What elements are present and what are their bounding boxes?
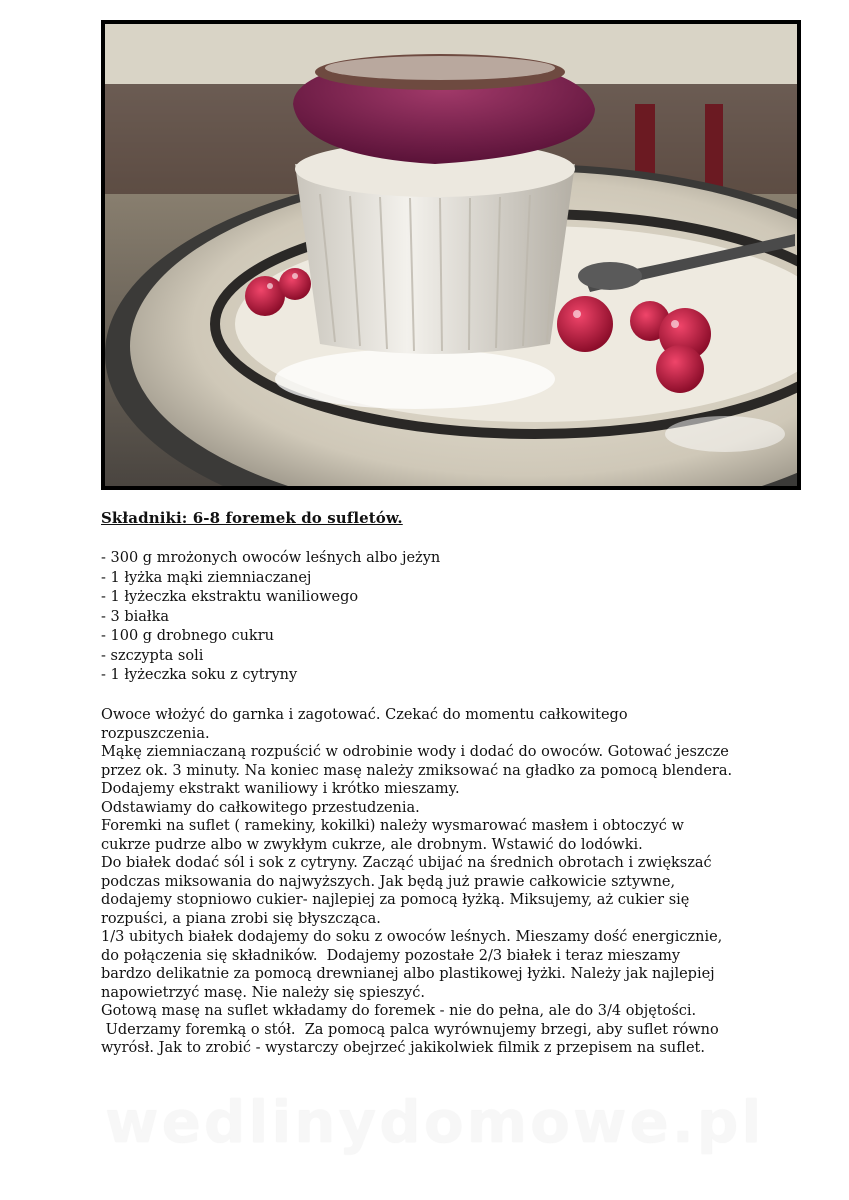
ingredients-heading: Składniki: 6-8 foremek do sufletów. — [101, 509, 403, 527]
instruction-line: Dodajemy ekstrakt waniliowy i krótko mieszamy. — [101, 781, 460, 797]
instruction-line: 1/3 ubitych białek dodajemy do soku z owoców leśnych. Mieszamy dość energicznie, — [101, 929, 723, 945]
ingredient-item: - 1 łyżka mąki ziemniaczanej — [101, 569, 440, 589]
instruction-line: rozpuści, a piana zrobi się błyszcząca. — [101, 910, 381, 927]
instruction-line: Foremki na suflet ( ramekiny, kokilki) należy wysmarować masłem i obtoczyć w — [101, 818, 684, 834]
instruction-line: Uderzamy foremką o stół. Za pomocą palca wyrównujemy brzegi, aby suflet równo — [101, 1021, 719, 1038]
ingredients-list — [101, 549, 440, 686]
ingredient-item: - 1 łyżeczka ekstraktu waniliowego — [101, 588, 440, 608]
instruction-line: wyrósł. Jak to zrobić - wystarczy obejrzeć jakikolwiek filmik z przepisem na suflet. — [101, 1040, 705, 1056]
instructions-text — [101, 706, 761, 1058]
instruction-line: Owoce włożyć do garnka i zagotować. Czekać do momentu całkowitego — [101, 707, 628, 723]
instruction-line: podczas miksowania do najwyższych. Jak będą już prawie całkowicie sztywne, — [101, 873, 676, 890]
instruction-line: rozpuszczenia. — [101, 725, 210, 742]
ingredient-item: - szczypta soli — [101, 647, 440, 667]
watermark: wedlinydomowe.pl — [105, 1088, 765, 1156]
instruction-line: Gotową masę na suflet wkładamy do foremek - nie do pełna, ale do 3/4 objętości. — [101, 1003, 697, 1019]
souffle-photo — [101, 20, 801, 490]
instruction-line: cukrze pudrze albo w zwykłym cukrze, ale drobnym. Wstawić do lodówki. — [101, 836, 643, 853]
ingredient-item: - 300 g mrożonych owoców leśnych albo jeżyn — [101, 549, 440, 569]
souffle-illustration — [105, 24, 797, 486]
instruction-line: Mąkę ziemniaczaną rozpuścić w odrobinie wody i dodać do owoców. Gotować jeszcze — [101, 744, 729, 760]
instruction-line: przez ok. 3 minuty. Na koniec masę należy zmiksować na gładko za pomocą blendera. — [101, 762, 733, 779]
instruction-line: napowietrzyć masę. Nie należy się spieszyć. — [101, 984, 425, 1001]
instruction-line: dodajemy stopniowo cukier- najlepiej za pomocą łyżką. Miksujemy, aż cukier się — [101, 892, 690, 908]
ingredient-item: - 1 łyżeczka soku z cytryny — [101, 666, 440, 686]
ingredient-item: - 3 białka — [101, 608, 440, 628]
instruction-line: do połączenia się składników. Dodajemy pozostałe 2/3 białek i teraz mieszamy — [101, 947, 681, 964]
instruction-line: bardzo delikatnie za pomocą drewnianej albo plastikowej łyżki. Należy jak najlepiej — [101, 966, 715, 982]
ingredient-item: - 100 g drobnego cukru — [101, 627, 440, 647]
instruction-line: Do białek dodać sól i sok z cytryny. Zacząć ubijać na średnich obrotach i zwiększać — [101, 855, 712, 871]
instruction-line: Odstawiamy do całkowitego przestudzenia. — [101, 799, 420, 816]
